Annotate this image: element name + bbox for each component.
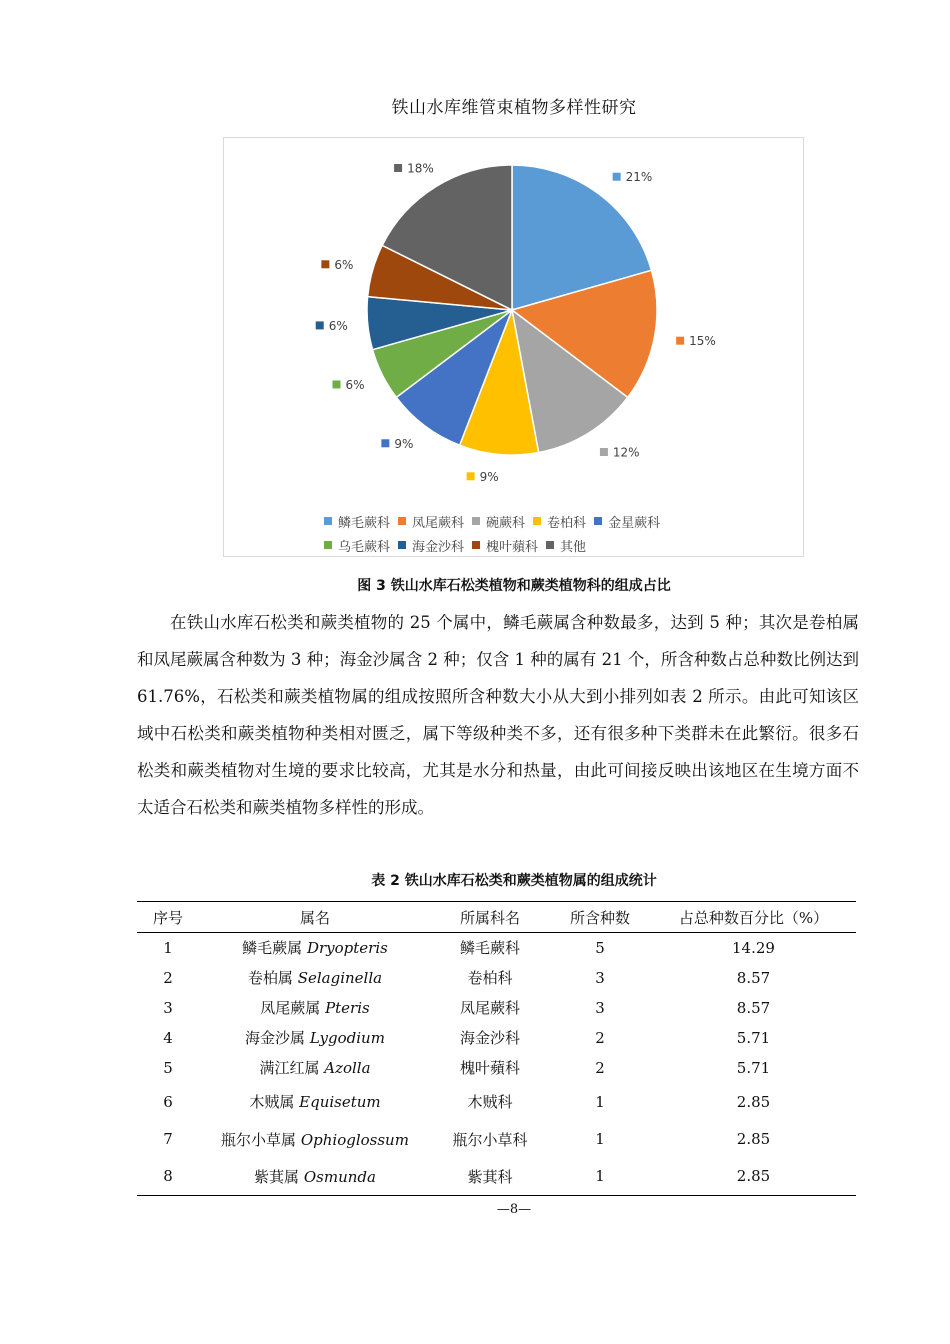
legend-item xyxy=(472,536,538,555)
data-label-text: 6% xyxy=(334,257,354,272)
cell-family: 紫萁科 xyxy=(467,1167,513,1186)
legend-swatch-icon xyxy=(398,517,406,525)
cell-count: 2 xyxy=(595,1058,605,1077)
table-row xyxy=(137,1053,856,1083)
data-label-swatch-icon xyxy=(381,439,389,447)
body-paragraph: 在铁山水库石松类和蕨类植物的 25 个属中，鳞毛蕨属含种数最多，达到 5 种；其次是卷柏属和凤尾蕨属含种数为 3 种；海金沙属含 2 种；仅含 1 种的属有 21 个，所含种数占总种数比例达到 61.76%，石松类和蕨类植物属的组成按照所含种数大小从大到小排列如表 2 所示。由此可知该区域中石松类和蕨类植物种类相对匮乏，属下等级种类不多，还有很多种下类群未在此繁衍。很多石松类和蕨类植物对生境的要求比较高，尤其是水分和热量，由此可间接反映出该地区在生境方面不太适合石松类和蕨类植物多样性的形成。 xyxy=(137,613,859,817)
genus-latin-name: Ophioglossum xyxy=(300,1130,409,1149)
header-cell-genus: 属名 xyxy=(299,908,330,927)
cell-no: 6 xyxy=(163,1092,173,1111)
cell-percent: 2.85 xyxy=(736,1130,771,1148)
legend-label: 凤尾蕨科 xyxy=(412,515,465,531)
data-label-swatch-icon xyxy=(321,260,329,268)
legend-swatch-icon xyxy=(546,541,554,549)
data-label-text: 21% xyxy=(625,170,653,185)
cell-no: 8 xyxy=(163,1167,173,1186)
cell-no: 4 xyxy=(163,1028,173,1047)
data-label xyxy=(613,170,653,184)
legend-swatch-icon xyxy=(533,517,541,525)
legend-label: 卷柏科 xyxy=(547,515,587,531)
genus-chinese-name: 木贼属 xyxy=(249,1093,295,1111)
genus-table xyxy=(137,901,856,1196)
cell-family: 凤尾蕨科 xyxy=(459,999,520,1017)
genus-chinese-name: 紫萁属 xyxy=(254,1167,300,1186)
genus-chinese-name: 卷柏属 xyxy=(247,969,293,987)
cell-family: 瓶尔小草科 xyxy=(452,1130,528,1149)
data-label-swatch-icon xyxy=(316,321,324,329)
legend-item xyxy=(594,512,660,531)
cell-genus xyxy=(199,993,431,1023)
genus-latin-name: Selaginella xyxy=(297,969,383,987)
cell-genus xyxy=(199,1023,431,1053)
header-cell-no: 序号 xyxy=(152,908,183,927)
legend-swatch-icon xyxy=(324,517,332,525)
cell-family: 卷柏科 xyxy=(467,969,513,987)
cell-percent: 8.57 xyxy=(736,998,771,1017)
header-cell-family: 所属科名 xyxy=(459,908,520,927)
cell-count: 3 xyxy=(595,998,605,1017)
table-row xyxy=(137,993,856,1023)
cell-count: 3 xyxy=(595,968,605,987)
data-label-swatch-icon xyxy=(613,173,621,181)
cell-percent: 2.85 xyxy=(736,1092,771,1111)
cell-count: 2 xyxy=(595,1028,605,1047)
cell-count: 1 xyxy=(595,1167,605,1186)
running-header: 铁山水库维管束植物多样性研究 xyxy=(391,98,637,118)
legend-label: 鳞毛蕨科 xyxy=(338,515,391,531)
cell-family: 木贼科 xyxy=(467,1093,513,1111)
cell-no: 7 xyxy=(163,1130,173,1148)
genus-chinese-name: 凤尾蕨属 xyxy=(260,999,321,1017)
legend-row xyxy=(324,533,724,557)
legend-label: 乌毛蕨科 xyxy=(338,539,391,555)
cell-family: 槐叶蘋科 xyxy=(459,1059,520,1077)
data-label-swatch-icon xyxy=(676,337,684,345)
chart-legend xyxy=(324,509,724,557)
genus-latin-name: Dryopteris xyxy=(306,939,388,958)
genus-chinese-name: 满江红属 xyxy=(259,1059,320,1077)
genus-latin-name: Osmunda xyxy=(303,1167,376,1186)
pie-chart-figure xyxy=(223,137,804,557)
data-label-swatch-icon xyxy=(333,380,341,388)
legend-item xyxy=(398,512,464,531)
table-row xyxy=(137,1158,856,1196)
page-number: —8— xyxy=(496,1202,532,1217)
data-label xyxy=(676,334,716,348)
table-row xyxy=(137,933,856,963)
cell-genus xyxy=(199,1053,431,1083)
data-label-text: 6% xyxy=(345,377,365,392)
legend-label: 其他 xyxy=(560,539,587,555)
header-cell-percent: 占总种数百分比（%） xyxy=(678,908,829,927)
data-label-text: 9% xyxy=(479,469,499,484)
genus-chinese-name: 瓶尔小草属 xyxy=(221,1130,297,1149)
cell-genus xyxy=(199,1121,431,1158)
cell-percent: 5.71 xyxy=(736,1028,771,1047)
cell-genus xyxy=(199,933,431,963)
data-label-text: 9% xyxy=(394,436,414,451)
genus-chinese-name: 鳞毛蕨属 xyxy=(242,939,303,958)
data-label xyxy=(321,258,353,272)
cell-genus xyxy=(199,1083,431,1121)
data-label xyxy=(394,162,434,176)
legend-swatch-icon xyxy=(398,541,406,549)
legend-item xyxy=(533,512,586,531)
table-row xyxy=(137,963,856,993)
cell-percent: 2.85 xyxy=(736,1167,771,1186)
legend-swatch-icon xyxy=(472,517,480,525)
genus-latin-name: Equisetum xyxy=(299,1093,381,1111)
genus-latin-name: Azolla xyxy=(324,1059,371,1077)
cell-count: 1 xyxy=(595,1092,605,1111)
figure-caption: 图 3 铁山水库石松类植物和蕨类植物科的组成占比 xyxy=(357,578,671,594)
legend-label: 金星蕨科 xyxy=(608,515,661,531)
pie-chart xyxy=(224,138,805,558)
cell-percent: 14.29 xyxy=(732,938,775,957)
data-label xyxy=(381,437,413,451)
data-label-text: 15% xyxy=(689,334,716,349)
cell-count: 5 xyxy=(595,938,605,957)
table-caption: 表 2 铁山水库石松类和蕨类植物属的组成统计 xyxy=(371,873,657,889)
data-label-swatch-icon xyxy=(600,448,608,456)
legend-swatch-icon xyxy=(324,541,332,549)
cell-no: 2 xyxy=(163,968,173,987)
data-label-text: 12% xyxy=(612,445,640,460)
data-label-swatch-icon xyxy=(394,164,402,172)
cell-no: 3 xyxy=(163,998,173,1017)
data-label-swatch-icon xyxy=(467,472,475,480)
header-cell-count: 所含种数 xyxy=(569,908,630,927)
cell-family: 鳞毛蕨科 xyxy=(459,939,520,958)
legend-item xyxy=(398,536,464,555)
legend-label: 槐叶蘋科 xyxy=(486,539,539,555)
data-label xyxy=(600,445,640,459)
table-row xyxy=(137,1083,856,1121)
cell-count: 1 xyxy=(595,1130,605,1148)
table-row xyxy=(137,1023,856,1053)
data-label xyxy=(333,378,365,392)
legend-item xyxy=(546,536,586,555)
legend-item xyxy=(324,512,390,531)
legend-item xyxy=(472,512,525,531)
cell-genus xyxy=(199,963,431,993)
genus-latin-name: Lygodium xyxy=(309,1029,385,1047)
legend-label: 碗蕨科 xyxy=(486,515,526,531)
data-label-text: 18% xyxy=(407,161,434,176)
legend-swatch-icon xyxy=(594,517,602,525)
data-label-text: 6% xyxy=(328,318,348,333)
legend-label: 海金沙科 xyxy=(412,539,465,555)
genus-latin-name: Pteris xyxy=(325,999,370,1017)
table-row xyxy=(137,1121,856,1158)
genus-chinese-name: 海金沙属 xyxy=(245,1029,306,1047)
cell-percent: 5.71 xyxy=(736,1058,771,1077)
cell-genus xyxy=(199,1158,431,1196)
table-header-row xyxy=(137,902,856,933)
cell-no: 1 xyxy=(163,938,173,957)
legend-swatch-icon xyxy=(472,541,480,549)
cell-family: 海金沙科 xyxy=(459,1029,520,1047)
legend-row xyxy=(324,509,724,533)
data-label xyxy=(316,319,348,333)
cell-percent: 8.57 xyxy=(736,968,771,987)
cell-no: 5 xyxy=(163,1058,173,1077)
data-label xyxy=(467,470,499,484)
legend-item xyxy=(324,536,390,555)
